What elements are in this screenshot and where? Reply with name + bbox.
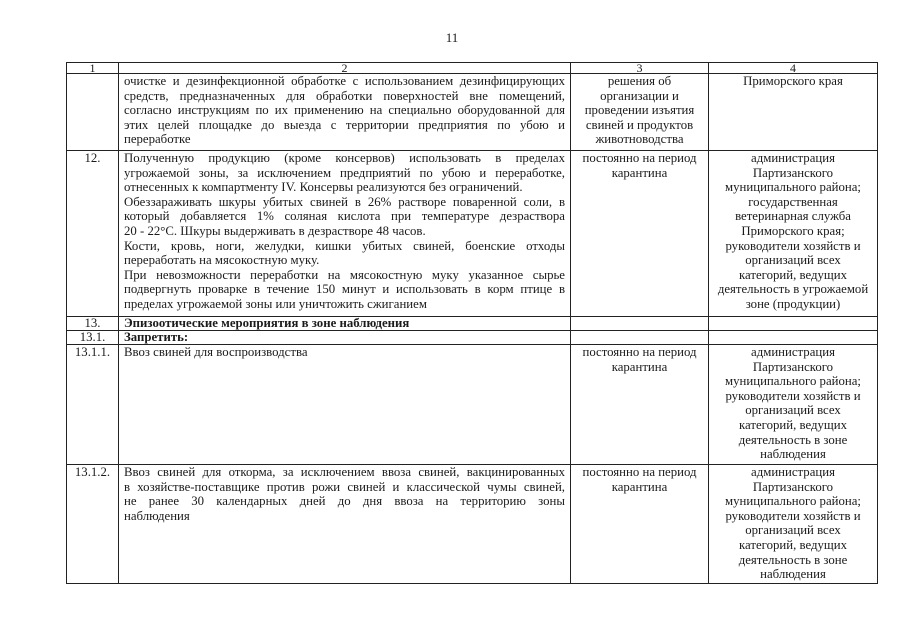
period-line: карантина bbox=[611, 479, 668, 494]
measure-line: Полученную продукцию (кроме консервов) использовать в пределах bbox=[124, 151, 565, 165]
measure-paragraph bbox=[124, 195, 565, 239]
table-body bbox=[67, 63, 878, 584]
responsible-line: организаций всех bbox=[745, 253, 841, 268]
measure-line: средств, предназначенных для обработки поверхностей вне помещений, bbox=[124, 88, 565, 103]
item-number-cell: 12. bbox=[67, 151, 119, 317]
measure-line: 20 - 22°С. Шкуры выдерживать в дезрастворе 48 часов. bbox=[124, 223, 426, 238]
column-number-2: 2 bbox=[119, 63, 571, 74]
period-line: постоянно на период bbox=[582, 151, 697, 165]
period-line: решения об bbox=[607, 74, 672, 88]
measure-line: очистке и дезинфекционной обработке с использованием дезинфицирующих bbox=[124, 74, 565, 88]
responsible-cell bbox=[709, 331, 878, 345]
measure-line: угрожаемой зоны, за исключением предприятий по убою и переработке, bbox=[124, 165, 565, 180]
measure-line: наблюдения bbox=[124, 508, 190, 523]
period-line: животноводства bbox=[595, 132, 684, 147]
table-row bbox=[67, 331, 878, 345]
measure-line: этих целей площадке до выезда с территории предприятия по убою и bbox=[124, 117, 565, 132]
period-line: организации и bbox=[600, 88, 679, 103]
responsible-cell bbox=[709, 465, 878, 584]
responsible-line: администрация bbox=[751, 345, 835, 359]
responsible-line: Приморского края; bbox=[741, 223, 845, 238]
measure-line: Обеззараживать шкуры убитых свиней в 26% растворе поваренной соли, в bbox=[124, 194, 565, 209]
measure-line: не ранее 30 календарных дней до дня ввоза на территорию зоны bbox=[124, 494, 565, 509]
column-number-row bbox=[67, 63, 878, 74]
period-cell bbox=[571, 331, 709, 345]
responsible-line: Партизанского bbox=[752, 359, 834, 374]
responsible-cell bbox=[709, 345, 878, 465]
responsible-cell bbox=[709, 317, 878, 331]
measures-table bbox=[66, 62, 878, 584]
responsible-line: государственная bbox=[748, 194, 838, 209]
measure-line: согласно инструкциям по их применению на специально оборудованной для bbox=[124, 103, 565, 118]
responsible-line: категорий, ведущих bbox=[739, 537, 847, 552]
responsible-line: муниципального района; bbox=[725, 374, 861, 389]
measure-cell bbox=[119, 317, 571, 331]
responsible-line: администрация bbox=[751, 465, 835, 479]
measure-line: переработать на мясокостную муку. bbox=[124, 253, 320, 268]
measure-line: в хозяйстве-поставщике против рожи свиней и классической чумы свиней, bbox=[124, 479, 565, 494]
period-cell bbox=[571, 465, 709, 584]
responsible-line: деятельность в зоне bbox=[738, 432, 848, 447]
page-number: 11 bbox=[445, 30, 459, 45]
table-row bbox=[67, 465, 878, 584]
period-line: проведении изъятия bbox=[584, 103, 695, 118]
responsible-line: руководители хозяйств и bbox=[725, 508, 861, 523]
table-row bbox=[67, 317, 878, 331]
measure-line: подвергнуть проварке в течение 150 минут и использовать в корм птице в bbox=[124, 282, 565, 297]
responsible-line: администрация bbox=[751, 151, 835, 165]
item-number-cell: 13.1. bbox=[67, 331, 119, 345]
responsible-line: Приморского края bbox=[743, 74, 843, 88]
responsible-line: наблюдения bbox=[760, 567, 826, 582]
responsible-line: категорий, ведущих bbox=[739, 267, 847, 282]
measure-cell bbox=[119, 465, 571, 584]
measure-line: отнесенных к компартменту IV. Консервы реализуются без ограничений. bbox=[124, 180, 523, 195]
measure-line: Ввоз свиней для откорма, за исключением ввоза свиней, вакцинированных bbox=[124, 465, 565, 479]
responsible-line: организаций всех bbox=[745, 403, 841, 418]
period-line: карантина bbox=[611, 359, 668, 374]
measure-line: При невозможности переработки на мясокостную муку указанное сырье bbox=[124, 267, 565, 282]
table-row bbox=[67, 74, 878, 151]
period-line: постоянно на период bbox=[582, 345, 697, 359]
responsible-line: зоне (продукции) bbox=[745, 296, 841, 311]
measure-paragraph bbox=[124, 465, 565, 523]
measure-line: который добавляется 1% соляная кислота при температуре дезраствора bbox=[124, 209, 565, 224]
measure-cell bbox=[119, 151, 571, 317]
measure-paragraph bbox=[124, 74, 565, 147]
section-heading: Запретить: bbox=[124, 330, 189, 344]
responsible-line: деятельность в зоне bbox=[738, 552, 848, 567]
period-line: свиней и продуктов bbox=[585, 117, 694, 132]
measure-paragraph bbox=[124, 345, 565, 360]
period-cell bbox=[571, 345, 709, 465]
responsible-line: муниципального района; bbox=[725, 180, 861, 195]
measure-line: Кости, кровь, ноги, желудки, кишки убитых свиней, боенские отходы bbox=[124, 238, 565, 253]
responsible-cell bbox=[709, 151, 878, 317]
item-number-cell: 13.1.2. bbox=[67, 465, 119, 584]
measure-line: пределах угрожаемой зоны или уничтожить сжиганием bbox=[124, 296, 427, 311]
responsible-line: организаций всех bbox=[745, 523, 841, 538]
responsible-cell bbox=[709, 74, 878, 151]
measure-cell bbox=[119, 331, 571, 345]
period-line: постоянно на период bbox=[582, 465, 697, 479]
measure-cell bbox=[119, 345, 571, 465]
table-row bbox=[67, 345, 878, 465]
responsible-line: Партизанского bbox=[752, 479, 834, 494]
table-row bbox=[67, 151, 878, 317]
measure-paragraph bbox=[124, 151, 565, 195]
column-number-3: 3 bbox=[571, 63, 709, 74]
measure-line: Ввоз свиней для воспроизводства bbox=[124, 345, 308, 359]
item-number-cell: 13.1.1. bbox=[67, 345, 119, 465]
period-cell bbox=[571, 317, 709, 331]
measure-paragraph bbox=[124, 268, 565, 312]
measure-cell bbox=[119, 74, 571, 151]
measure-line: переработке bbox=[124, 132, 191, 147]
item-number-cell: 13. bbox=[67, 317, 119, 331]
measure-paragraph bbox=[124, 239, 565, 268]
responsible-line: руководители хозяйств и bbox=[725, 238, 861, 253]
responsible-line: Партизанского bbox=[752, 165, 834, 180]
item-number-cell bbox=[67, 74, 119, 151]
responsible-line: ветеринарная служба bbox=[735, 209, 851, 224]
responsible-line: руководители хозяйств и bbox=[725, 388, 861, 403]
responsible-line: деятельность в угрожаемой bbox=[717, 282, 869, 297]
column-number-1: 1 bbox=[67, 63, 119, 74]
period-cell bbox=[571, 151, 709, 317]
period-cell bbox=[571, 74, 709, 151]
period-line: карантина bbox=[611, 165, 668, 180]
responsible-line: муниципального района; bbox=[725, 494, 861, 509]
responsible-line: наблюдения bbox=[760, 447, 826, 462]
column-number-4: 4 bbox=[709, 63, 878, 74]
responsible-line: категорий, ведущих bbox=[739, 417, 847, 432]
section-heading: Эпизоотические мероприятия в зоне наблюдения bbox=[124, 316, 410, 330]
